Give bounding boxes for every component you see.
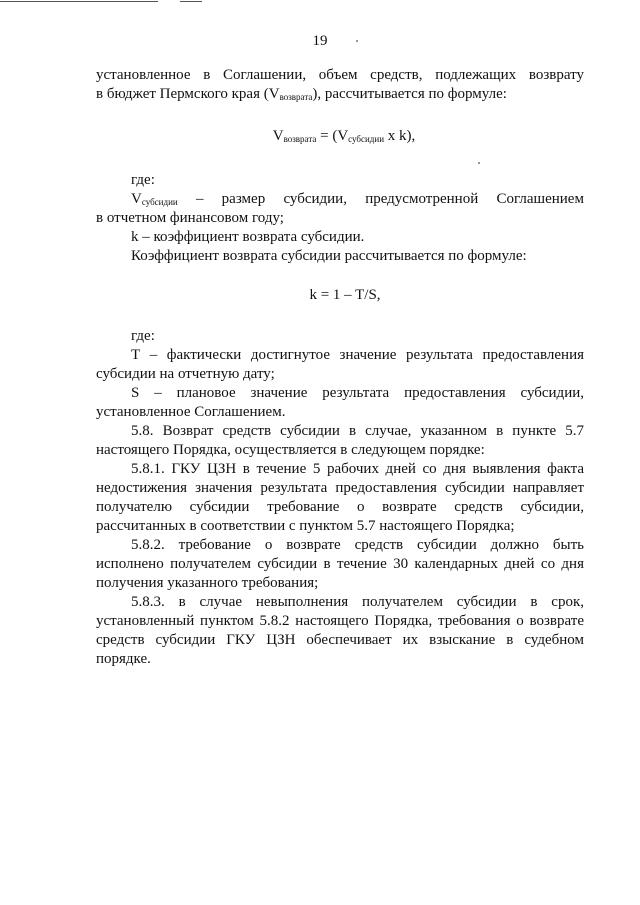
intro-line-1: установленное в Соглашении, объем средств, подлежащих возврату — [96, 67, 584, 83]
formula-coefficient: k = 1 – T/S, — [309, 287, 381, 303]
coefficient-intro: Коэффициент возврата субсидии рассчитывается по формуле: — [131, 248, 527, 264]
definition-t: Т – фактически достигнутое значение результата предоставления субсидии на отчетную дату; — [96, 347, 584, 382]
paragraph-5-8-3: 5.8.3. в случае невыполнения получателем субсидии в срок, установленный пунктом 5.8.2 настоящего Порядка, требования о возврате средств субсидии ГКУ ЦЗН обеспечивает их взыскание в судебном порядке. — [96, 594, 584, 667]
scan-edge-line — [0, 1, 158, 2]
where-label-2: где: — [131, 328, 155, 344]
scan-edge-line — [180, 1, 202, 2]
where-label-1: где: — [131, 172, 155, 188]
definition-s: S – плановое значение результата предоставления субсидии, установленное Соглашением. — [96, 385, 584, 420]
scan-speck — [478, 162, 480, 164]
definition-k: k – коэффициент возврата субсидии. — [131, 229, 365, 245]
scan-speck — [356, 40, 358, 42]
paragraph-5-8: 5.8. Возврат средств субсидии в случае, указанном в пункте 5.7 настоящего Порядка, осуществляется в следующем порядке: — [96, 423, 584, 458]
paragraph-5-8-2: 5.8.2. требование о возврате средств субсидии должно быть исполнено получателем субсидии в течение 30 календарных дней со дня получения указанного требования; — [96, 537, 584, 591]
definition-v-subsidy-cont: в отчетном финансовом году; — [96, 210, 284, 226]
intro-line-2: в бюджет Пермского края $(V_{возврата})$, рассчитывается по формуле: — [96, 86, 507, 102]
definition-v-subsidy: $V_{субсидии}$ – размер субсидии, предусмотренной Соглашением — [131, 191, 584, 207]
document-body — [96, 66, 584, 669]
page-number: 19 — [312, 33, 328, 49]
formula-return-volume: $V_{возврата} = (V_{субсидии}$ х k), — [272, 128, 416, 144]
paragraph-5-8-1: 5.8.1. ГКУ ЦЗН в течение 5 рабочих дней со дня выявления факта недостижения значения результата предоставления субсидии направляет получателю субсидии требование о возврате средств субсидии, рассчитанных в соответствии с пунктом 5.7 настоящего Порядка; — [96, 461, 584, 534]
